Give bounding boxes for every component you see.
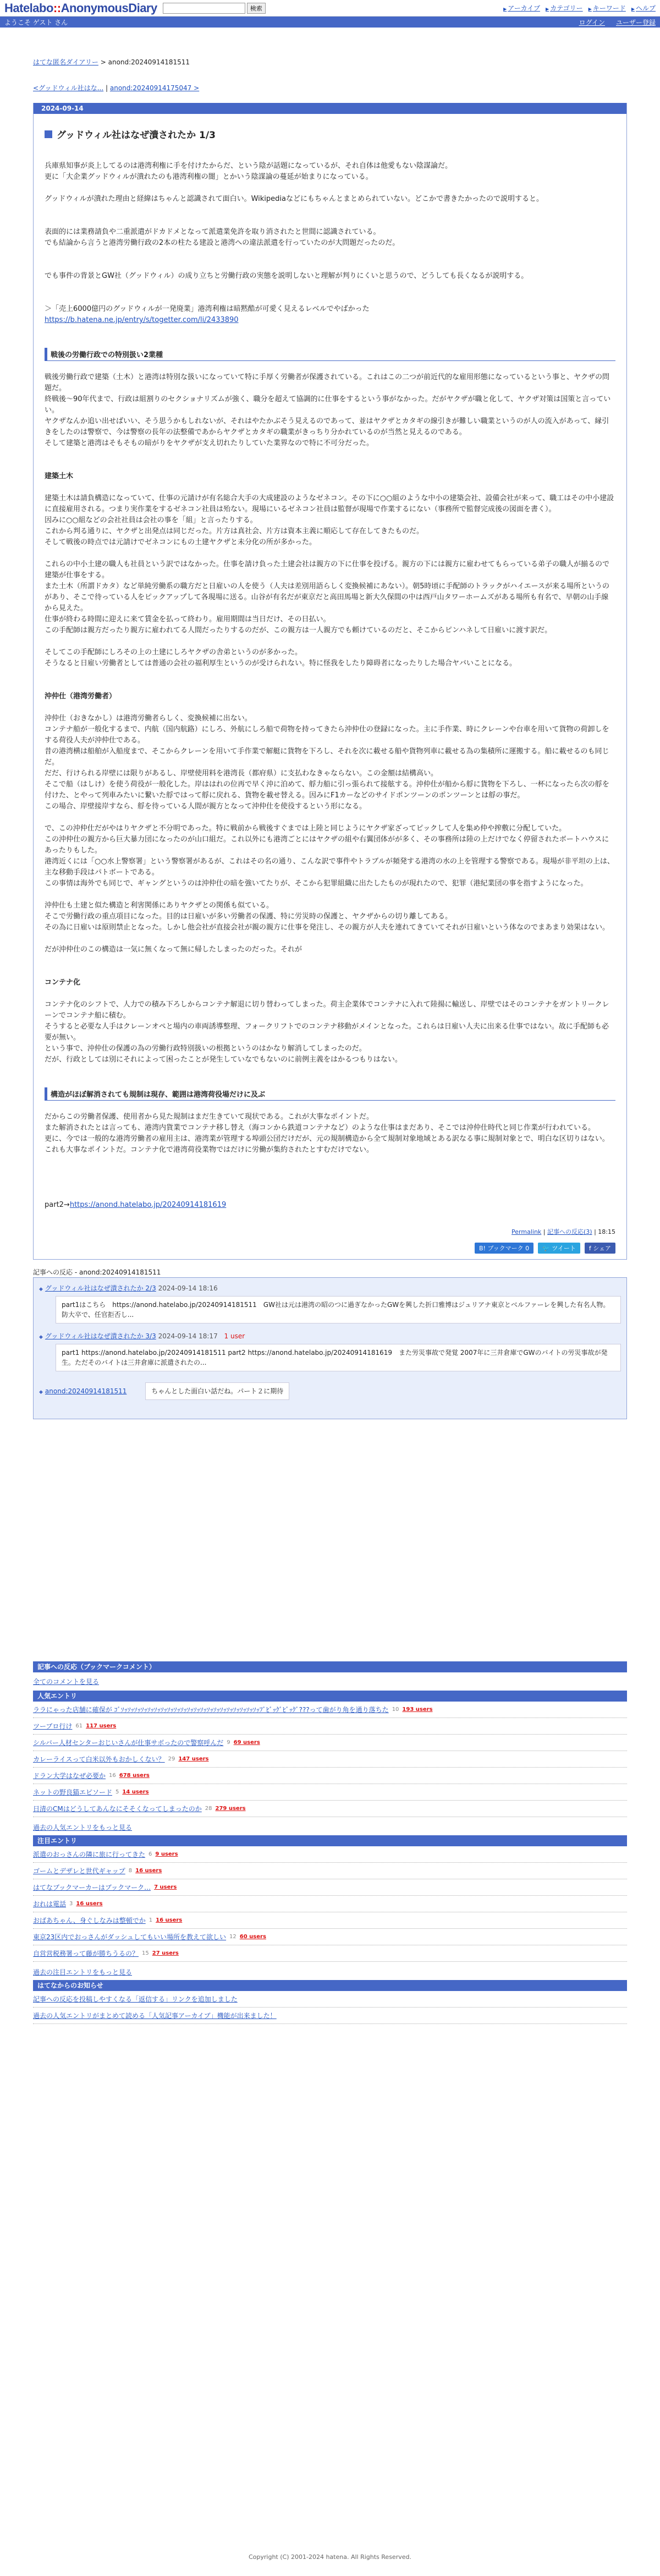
bookmark-count: 1: [148, 1917, 153, 1923]
paragraph: でも事件の背景とGW社（グッドウィル）の成り立ちと労働行政の実態を説明しないと理解が判りにくいと思うので、どうしても長くなるが説明する。: [45, 272, 529, 280]
paragraph: そこで労働行政の重点項目になった。目的は日雇いが多い労働者の保護、特に労災時の保護と、ヤクザからの切り離してある。: [45, 912, 453, 921]
site-logo[interactable]: [4, 1, 157, 15]
ranking-row: [33, 1929, 627, 1945]
subsection-heading: 建築土木: [45, 472, 74, 480]
quote-link[interactable]: https://b.hatena.ne.jp/entry/s/togetter.com/li/2433890: [45, 316, 239, 324]
users-badge[interactable]: 16 users: [135, 1868, 162, 1874]
paragraph: ヤクザなんか追い出せばいい、そう思うかもしれないが、それはやたかぶそう見えるのであって、並はヤクザとカタギの線引きが難しい職業というのが人の流入があって、縁引きをしたのは警察で、今は警察の長年の法整備であからヤクザとカタギの職業がきっちり分かれているのが当然と見えるのである。: [45, 417, 609, 436]
reaction-summary: ちゃんとした面白い話だね。パート２に期待: [145, 1382, 289, 1400]
nav-category-link[interactable]: ▶ カテゴリー: [546, 3, 583, 13]
ranking-row: [33, 1702, 627, 1718]
logo-suffix: AnonymousDiary: [61, 1, 157, 15]
users-badge[interactable]: 678 users: [119, 1773, 150, 1779]
bookmark-count: 3: [69, 1901, 73, 1907]
reaction-item: [39, 1331, 621, 1371]
notable-more-link[interactable]: 過去の注目エントリをもっと見る: [33, 1968, 133, 1976]
bookmark-count: 10: [392, 1707, 399, 1713]
paragraph: だからこの労働者保護、使用者から見た規制はまだ生きていて現状である。これが大事なポイントだ。: [45, 1113, 374, 1121]
breadcrumb-current: anond:20240914181511: [108, 58, 190, 66]
ranking-title-link[interactable]: カレーライスって白米以外もおかしくない？: [33, 1755, 165, 1763]
logo-separator: ::: [53, 1, 61, 15]
ranking-row: [33, 1879, 627, 1896]
paragraph: この手配師は親方だったり親方に雇われてる人間だったりするのだが、この親方は一人親方でも頼けているのだと、そこからピンハネして日雇いに渡す訳だ。: [45, 626, 552, 635]
next-entry-link[interactable]: anond:20240914175047 >: [109, 84, 200, 92]
popular-entries-heading: 人気エントリ: [33, 1691, 627, 1702]
bookmark-count: 8: [128, 1868, 133, 1874]
ranking-row: [33, 1863, 627, 1879]
reaction-title-link[interactable]: anond:20240914181511: [45, 1387, 127, 1395]
users-badge[interactable]: 16 users: [76, 1901, 103, 1907]
ranking-row: [33, 1912, 627, 1929]
nav-help-link[interactable]: ▶ ヘルプ: [631, 3, 656, 13]
breadcrumb-separator: >: [98, 58, 108, 66]
paragraph: 沖仲仕（おきなかし）は港湾労働者らしく、変換候補に出ない。: [45, 714, 252, 723]
paragraph: そしてこの手配師にしろその上の土建にしろヤクザの舎弟というのが多かった。: [45, 648, 302, 657]
ranking-row: [33, 1735, 627, 1751]
permalink-link[interactable]: Permalink: [512, 1228, 542, 1235]
users-badge[interactable]: 117 users: [86, 1723, 117, 1729]
entry-title-text: グッドウィル社はなぜ潰されたか 1/3: [57, 130, 216, 141]
bookmark-count: 61: [75, 1723, 83, 1729]
tweet-button[interactable]: 🐦 ツイート: [538, 1243, 580, 1254]
paragraph: 更に「大企業グッドウィルが潰れたのも港湾利権の闇」とかいう陰謀論の蔓延が始まりになっている。: [45, 173, 373, 181]
subsection-heading: 沖仲仕（港湾労働者）: [45, 692, 117, 701]
paragraph: 兵庫県知事が炎上してるのは港湾利権に手を付けたからだ、という陰が話題になっているが、それ自体は他愛もない陰謀論だ。: [45, 162, 453, 170]
bookmark-count: 15: [142, 1950, 149, 1956]
ranking-title-link[interactable]: ゴームとデザレと世代ギャップ: [33, 1867, 125, 1875]
section-heading: 構造がほぼ解消されても規制は現存、範囲は港湾荷役場だけに及ぶ: [45, 1087, 615, 1101]
bookmark-count: 29: [168, 1756, 175, 1762]
paragraph: そして戦後の時点では元請けでゼネコンにもの土建ヤクザと未分化の所が多かった。: [45, 538, 317, 546]
reaction-time: 2024-09-14 18:17: [158, 1332, 218, 1340]
paragraph: 仕事が終わる時間に迎えに来て賃金を払って終わり。雇用期間は当日だけ、その日払い。: [45, 615, 331, 624]
bookmark-comments-heading: 記事への反応（ブックマークコメント）: [33, 1661, 627, 1672]
nav-keyword-link[interactable]: ▶ キーワード: [588, 3, 626, 13]
paragraph: これらの中小土建の職人も社員という訳ではなかった。仕事を請け負った土建会社は親方の下に仕事を投げる。親方の下には親方に雇わせてもらっている弟子の職人が揃るので建築が仕事をする。: [45, 560, 610, 579]
popular-more-link[interactable]: 過去の人気エントリをもっと見る: [33, 1824, 133, 1831]
users-badge[interactable]: 16 users: [156, 1917, 183, 1923]
bookmark-count: 12: [229, 1934, 237, 1940]
section-heading: 戦後の労働行政での特別扱い2業種: [45, 348, 615, 361]
title-square-icon: [45, 130, 52, 138]
paragraph: という事で、沖仲仕の保護の為の労働行政特別扱いの根拠というのはかなり解消してしまったのだ。: [45, 1044, 366, 1053]
footer-copyright: Copyright (C) 2001-2024 hatena. All Rights Reserved.: [249, 2553, 411, 2561]
paragraph: コンテナ船が一般化するまで、内航（国内航路）にしろ、外航にしろ船で荷物を持ってきたら沖仲仕の登録になった。主に手作業、時にクレーンや台車を用いて貨物の荷卸しをする荷役人夫が沖仲仕である。: [45, 725, 609, 745]
sidebar-sections: [33, 1661, 627, 2024]
news-item: [33, 1991, 627, 2008]
ranking-title-link[interactable]: 東京23区内でおっさんがダッシュしてもいい場所を教えて欲しい: [33, 1933, 227, 1941]
register-link[interactable]: ユーザー登録: [615, 18, 656, 26]
part2-link[interactable]: https://anond.hatelabo.jp/20240914181619: [69, 1201, 227, 1209]
paragraph: 建築土木は請負構造になっていて、仕事の元請けが有名総合大手の大成建設のようなゼネコン。その下に○○組のような中小の建築会社、設備会社が来って、職工はその中小建設に直接雇用される。つまり実作業をするゼネコン社員は殆ない。現場にいるゼネコン社員は監督が現場で作業するにない（事務所で監督完成後の図面を書く）。: [45, 494, 614, 513]
reaction-item: [39, 1283, 621, 1323]
ranking-row: [33, 1801, 627, 1817]
entry-time: 18:15: [598, 1228, 615, 1235]
users-badge[interactable]: 7 users: [154, 1884, 177, 1890]
paragraph: また解消されたとは言っても、港湾内貨業でコンテナ移し替え（海コンから鉄道コンテナなど）のような仕事はまだあり、そこでは沖仲仕時代と同じ作業が行われている。: [45, 1124, 596, 1132]
ranking-title-link[interactable]: ネットの野良猫エピソード: [33, 1789, 113, 1796]
ranking-title-link[interactable]: おれは電話: [33, 1900, 67, 1908]
paragraph: でも結論から言うと港湾労働行政の2本の柱たる建設と港湾への違法派遣を行っていたのが大問題だったのだ。: [45, 239, 400, 247]
welcome-text: ようこそ ゲスト さん: [4, 18, 68, 26]
news-heading: はてなからのお知らせ: [33, 1980, 627, 1991]
reaction-item: [39, 1379, 621, 1400]
part2-line: [45, 1200, 615, 1211]
search-button[interactable]: 検索: [247, 3, 266, 14]
paragraph: グッドウィルが潰れた理由と経緯はちゃんと認識されて面白い。Wikipediaなどにもちゃんとまとめられていない。どこかで書きたかったので説明すると。: [45, 195, 543, 203]
reactions-heading: 記事への反応 - anond:20240914181511: [33, 1268, 161, 1276]
paragraph: この沖仲仕の親方から巨大暴力団になったのが山口組だ。これ以外にも港湾ごとにはヤクザの組や右翼団体がが多く、その事務所は陸の上だけでなく停留されたボートハウスにあったりもした。: [45, 835, 609, 855]
quote-block: [45, 304, 615, 326]
users-badge[interactable]: 69 users: [233, 1740, 260, 1746]
ranking-title-link[interactable]: はてなブックマーカーはブックマーク…: [33, 1884, 151, 1891]
paragraph: 戦後労働行政で建築（土木）と港湾は特別な扱いになっていて特に手厚く労働者が保護されている。これはこの二つが前近代的な雇用形態になっているという事と、ヤクザの問題だ。: [45, 373, 610, 392]
ranking-title-link[interactable]: 日清のCMはどうしてあんなにそそくなってしまったのか: [33, 1805, 202, 1813]
users-badge[interactable]: 27 users: [152, 1950, 179, 1956]
reaction-title-link[interactable]: グッドウィル社はなぜ潰されたか 2/3: [45, 1284, 156, 1292]
bookmark-count: 9: [227, 1740, 230, 1746]
pager-separator: |: [103, 84, 110, 92]
reaction-summary: part1 https://anond.hatelabo.jp/20240914181511 part2 https://anond.hatelabo.jp/20240914181619 また労災事故で発覚 2007年に三井倉庫でGWのバイトの労災事故が発生。ただそのバイトは三井倉庫に派遣されたの...: [56, 1344, 621, 1371]
entry-box: [33, 103, 627, 1260]
ranking-row: [33, 1768, 627, 1784]
ranking-row: [33, 1896, 627, 1912]
bookmark-count: 6: [148, 1851, 152, 1857]
paragraph: 因みに○○組などの会社社員は会社の事を「組」と言ったりする。: [45, 516, 257, 524]
ranking-title-link[interactable]: 派遣のおっさんの隣に旅に行ってきた: [33, 1851, 146, 1858]
users-badge[interactable]: 147 users: [178, 1756, 209, 1762]
paragraph: そして建築と港湾はそもそもの暗がりをヤクザが支え切れたりしていた業界なので特に不可分だった。: [45, 439, 374, 447]
reaction-users-badge[interactable]: 1 user: [224, 1332, 245, 1340]
reaction-title-link[interactable]: グッドウィル社はなぜ潰されたか 3/3: [45, 1332, 156, 1340]
news-link[interactable]: 過去の人気エントリがまとめて読める「人気記事アーカイブ」機能が出来ました！: [33, 2012, 277, 2020]
reaction-time: 2024-09-14 18:16: [158, 1284, 218, 1292]
all-comments-link[interactable]: 全てのコメントを見る: [33, 1678, 100, 1686]
top-bar: [0, 0, 660, 17]
share-buttons: [45, 1243, 615, 1254]
paragraph: この事情は海外でも同じで、ギャングというのは沖仲仕の暗を強いてたりが、そこから犯罪組織に出たしたものが現れたので、犯罪（港紀業団の事を指すようになった。: [45, 879, 588, 888]
ranking-row: [33, 1718, 627, 1735]
breadcrumb-home-link[interactable]: はてな匿名ダイアリー: [33, 58, 98, 66]
paragraph: 更に、今では一般的な港湾労働者の雇用主は、港湾業が管理する埠頭公団だけだが、元の規制構造から全て規制対象地域とある訳なる事に規制対象とで、明白な区切りはない。これも大事なポイントだ。コンテナ化で港湾荷役業物ではだけに労働が集約されたとすむだけでない。: [45, 1135, 609, 1154]
ranking-title-link[interactable]: シルバー人材センターおじいさんが仕事サボったので警察呼んだ: [33, 1739, 224, 1747]
entry-footer: Permalink | 記事への反応(3) | 18:15: [512, 1228, 615, 1235]
ranking-title-link[interactable]: ララにゃった店舗に確保が ｺﾞｿｯｿｯｿｯｿｯｿｯｿｯｿｯｿｯｿｯｿｯｿｯｿｯｿｯｿｯｿｯｿｯｿｯｿｯｿｯｿｯｿｯﾌﾞﾋﾞｯｸﾞﾋﾞｯｸﾞ???って歯がり角を通り落ちた: [33, 1706, 389, 1714]
part2-label: part2→: [45, 1201, 70, 1209]
paragraph: で、この沖仲仕だがやはりヤクザと不分明であった。特に戦前から戦後すぐまでは上陸と同じようにヤクザ家ざってピックして人を集め仲や搾敷に分配していた。: [45, 824, 566, 833]
ranking-row: [33, 1945, 627, 1962]
notable-entries-heading: 注目エントリ: [33, 1835, 627, 1846]
paragraph: コンテナ化のシフトで、人力での積み下ろしからコンテナ解退に切り替わってしまった。荷主企業体でコンテナに入れて陸揚に輸送し、岸壁ではそのコンテナをガントリークレーンでコンテナ船に積む。: [45, 1000, 609, 1020]
paragraph: 沖仲仕も土建と似た構造と利害関係にありヤクザとの関係も似ている。: [45, 901, 274, 910]
users-badge[interactable]: 193 users: [402, 1707, 433, 1713]
notable-entries-list: [33, 1846, 627, 1962]
paragraph: これから判る通りに、ヤクザと出発点は同じだった。片方は真社会、片方は資本主義に順応して存在してきたものだ。: [45, 527, 424, 535]
news-link[interactable]: 記事への反応を投稿しやすくなる「返信する」リンクを追加しました: [33, 1995, 238, 2003]
login-link[interactable]: ログイン: [579, 18, 605, 26]
entry-title: [45, 127, 615, 141]
nav-archive-link[interactable]: ▶ アーカイブ: [503, 3, 540, 13]
reaction-summary: part1はこちら https://anond.hatelabo.jp/20240914181511 GW社は元は港湾の昭のつに過ぎなかったGWを興した折口雅博はジュリアナ東京とベルファーレを興した有名人物。防大卒で、任官拒否し...: [56, 1296, 621, 1323]
paragraph: だが、行政としては別にそれによって困ったことが発生していなでもないのに前例主義をはかるつもりはない。: [45, 1055, 402, 1064]
paragraph: また土木（所謂ドカタ）など単純労働系の職方だと日雇いの人を使う（人夫は差別用語らしく変換候補にあない）。朝5時頃に手配師のトラックがハイエースが来る場所というのがあり、そこで待っている人をピックアップして各現場に送る。山谷が有名だが東京だと高田馬場と新大久保間の中は西戸山タワーホームズがある場所も有名で、早朝の山手線から見えた。: [45, 582, 609, 612]
paragraph: 終戦後〜90年代まで、行政は組割りのセクショナリズムが強く、職分を超えて協調的に仕事をするという事がなかった。だがヤクザが職と化して、ヤクザ対策は国策と言っていい。: [45, 395, 611, 414]
bookmark-count: 28: [205, 1806, 212, 1812]
paragraph: だだ、行けられる岸壁には限りがあるし、岸壁使用料を港湾長（都府県）に支払わなきゃならない。この金額は結構高い。: [45, 769, 438, 778]
users-badge[interactable]: 9 users: [155, 1851, 178, 1857]
reactions-list: [33, 1277, 627, 1419]
paragraph: 昔の港湾横は船舶が入船度まで、そこからクレーンを用いて手作業で解艇に貨物を下ろし、それを次に載せる船や貨物列車に載せる為の集積所に運搬する。船に載せるのも同じだ。: [45, 747, 609, 767]
ranking-row: [33, 1846, 627, 1863]
paragraph: そうなると日雇い労働者としては普通の会社の福利厚生というのが受けられない。特に怪我をしたり障碍者になったりした場合ヤバいことになる。: [45, 659, 517, 668]
entry-date: 2024-09-14: [34, 103, 626, 114]
bookmark-count: 5: [116, 1789, 119, 1795]
paragraph: だが沖仲仕のこの構造は一気に無くなって無に帰したしまったのだった。それが: [45, 945, 302, 954]
entry-body: [34, 114, 626, 1259]
ranking-row: [33, 1784, 627, 1801]
paragraph: 港湾近くには「○○水上警察署」という警察署があるが、これはその名の通り、こんな訳で事件やトラブルが頻発する港湾の水の上を管理する警察である。現場が非平坦の上は、主な移動手段はパトボートである。: [45, 857, 614, 877]
paragraph: そうすると必要な人手はクレーンオペと場内の車両誘導整理、フォークリフトでのコンテナ移動がメインとなった。これらは日雇い人夫に出来る仕事ではない。故に手配師も必要が無い。: [45, 1022, 609, 1042]
paragraph: そこで船（はしけ）を使う荷役が一般化した。岸ははれの位再で早く沖に泊めて、艀力船に引っ張られて接舷する。沖仲仕が船から艀に貨物を下ろし、一杯になったら次の艀を付けた、とやって列車みたいに繋いた艀ではって艀に戻れる、貨物を載せ替える。因みにF1カーなどのサイドポンツーンのポンツーンとは艀の事だ。: [45, 780, 609, 800]
paragraph: この場合、岸壁接岸すなら、艀を待っている人間が親方となって沖仲仕を使役するという形になる。: [45, 802, 367, 811]
breadcrumb: [33, 57, 627, 67]
paragraph: 表面的には業務請負や二重派遣がドカドメとなって派遣業免許を取り消されたと世間に認識されている。: [45, 228, 381, 236]
ranking-title-link[interactable]: 自営営税務署って藤が勝ちうるの？: [33, 1950, 139, 1957]
bookmark-count: 16: [109, 1773, 116, 1779]
subsection-heading: コンテナ化: [45, 978, 81, 987]
logo-prefix: Hatelabo: [4, 1, 53, 15]
user-bar: [0, 17, 660, 28]
prev-entry-link[interactable]: <グッドウィル社はな...: [33, 84, 104, 92]
facebook-share-button[interactable]: f シェア: [585, 1243, 615, 1254]
top-nav: [503, 3, 656, 13]
ranking-title-link[interactable]: ツーブロ行け: [33, 1722, 73, 1730]
ranking-title-link[interactable]: おばあちゃん、身ぐしなみは整頓でか: [33, 1917, 146, 1924]
entry-pager: [33, 83, 627, 92]
users-badge[interactable]: 14 users: [122, 1789, 149, 1795]
ranking-title-link[interactable]: ドラン大学はなぜ必要か: [33, 1772, 106, 1780]
search-input[interactable]: [163, 3, 245, 14]
reaction-count-link[interactable]: 記事への反応(3): [547, 1228, 592, 1235]
popular-entries-list: [33, 1702, 627, 1817]
ranking-row: [33, 1751, 627, 1768]
quote-text: ＞「売上6000億円のグッドウィルが一発廃業」港湾利権は暗黙酷が可愛く見えるレベルでやばかった: [45, 305, 370, 313]
news-item: [33, 2008, 627, 2024]
users-badge[interactable]: 60 users: [239, 1934, 266, 1940]
hatena-bookmark-button[interactable]: B! ブックマーク 0: [475, 1243, 534, 1254]
paragraph: その為に日雇いは原則禁止となった。しかし他会社が直接会社が親の親方に仕事を発注し、その親方が人夫を連れてきていてそれが日雇いという体なのでまあまり効果はない。: [45, 923, 610, 932]
users-badge[interactable]: 279 users: [215, 1806, 246, 1812]
